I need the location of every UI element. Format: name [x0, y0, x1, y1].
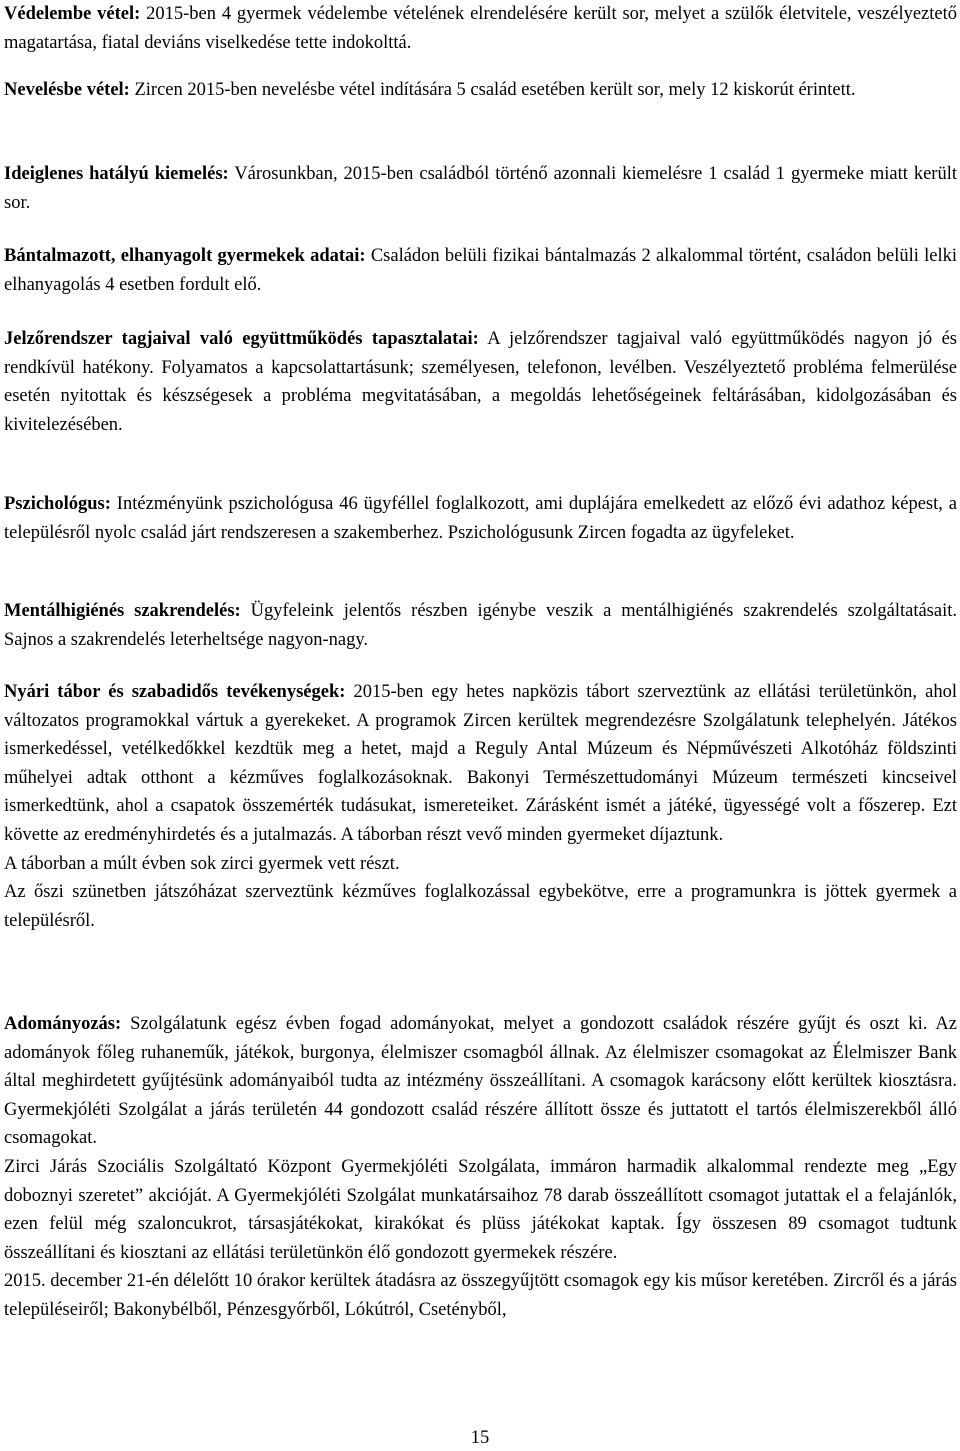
text-nevelesbe: Zircen 2015-ben nevelésbe vétel indítására 5 család esetében került sor, mely 12 kiskorút érintett. [129, 80, 856, 100]
heading-mentalhigienes: Mentálhigiénés szakrendelés: [4, 601, 241, 621]
heading-adomanyozas: Adományozás: [4, 1014, 122, 1034]
heading-ideiglenes: Ideiglenes hatályú kiemelés: [4, 164, 229, 184]
heading-bantalmazott: Bántalmazott, elhanyagolt gyermekek adatai: [4, 246, 366, 266]
paragraph-pszichologus [4, 490, 957, 547]
heading-vedelembe: Védelembe vétel: [4, 4, 141, 24]
text-ideiglenes: Városunkban, 2015-ben családból történő azonnali kiemelésre 1 család 1 gyermeke miatt került sor. [4, 164, 957, 213]
text-adomanyozas-extra-1: Zirci Járás Szociális Szolgáltató Központ Gyermekjóléti Szolgálata, immáron harmadik alkalommal rendezte meg „Egy doboznyi szeretet” akcióját. A Gyermekjóléti Szolgálat munkatársaihoz 78 darab összeállított csomagot jutattak el a felajánlók, ezen felül még szaloncukrot, társasjátékokat, kirakókat és plüss játékokat kaptak. Így összesen 89 csomagot tudtunk összeállítani és kiosztani az ellátási területünkön élő gondozott gyermekek részére. [4, 1156, 957, 1263]
text-mentalhigienes: Ügyfeleink jelentős részben igénybe veszik a mentálhigiénés szakrendelés szolgáltatásait. Sajnos a szakrendelés leterheltsége nagyon-nagy. [4, 601, 957, 650]
paragraph-ideiglenes [4, 160, 957, 217]
page-number: 15 [470, 1428, 490, 1448]
heading-nevelesbe: Nevelésbe vétel: [4, 80, 130, 100]
paragraph-nyari-tabor [4, 678, 957, 935]
text-nyari-tabor: 2015-ben egy hetes napközis tábort szerveztünk az ellátási területünkön, ahol változatos programokkal vártuk a gyerekeket. A programok Zircen kerültek megrendezésre Szolgálatunk telephelyén. Játékos ismerkedéssel, vetélkedőkkel kezdtük meg a hetet, majd a Reguly Antal Múzeum és Népművészeti Alkotóház földszinti műhelyei adtak otthont a kézműves foglalkozásoknak. Bakonyi Természettudományi Múzeum természeti kincseivel ismerkedtünk, ahol a csapatok összemérték tudásukat, ismereteiket. Zárásként ismét a játéké, ügyességé volt a főszerep. Ezt követte az eredményhirdetés és a jutalmazás. A táborban részt vevő minden gyermeket díjaztunk. [4, 682, 957, 845]
text-vedelembe: 2015-ben 4 gyermek védelembe vételének elrendelésére került sor, melyet a szülők életvitele, veszélyeztető magatartása, fiatal deviáns viselkedése tette indokolttá. [4, 4, 958, 53]
text-pszichologus: Intézményünk pszichológusa 46 ügyféllel foglalkozott, ami duplájára emelkedett az előző évi adathoz képest, a településről nyolc család járt rendszeresen a szakemberhez. Pszichológusunk Zircen fogadta az ügyfeleket. [4, 494, 957, 543]
text-adomanyozas: Szolgálatunk egész évben fogad adományokat, melyet a gondozott családok részére gyűjt és oszt ki. Az adományok főleg ruhaneműk, játékok, burgonya, élelmiszer csomagból állnak. Az élelmiszer csomagokat az Élelmiszer Bank által meghirdetett gyűjtésünk adományaiból tudta az intézmény összeállítani. A csomagok karácsony előtt kerültek kiosztásra. Gyermekjóléti Szolgálat a járás területén 44 gondozott család részére állított össze és juttatott el tartós élelmiszerekből álló csomagokat. [4, 1014, 957, 1149]
text-nyari-tabor-extra-1: A táborban a múlt évben sok zirci gyermek vett részt. [4, 853, 400, 874]
text-bantalmazott: Családon belüli fizikai bántalmazás 2 alkalommal történt, családon belüli lelki elhanyagolás 4 esetben fordult elő. [4, 246, 957, 295]
paragraph-bantalmazott [4, 242, 957, 299]
paragraph-nevelesbe [4, 76, 957, 105]
heading-jelzorendszer: Jelzőrendszer tagjaival való együttműködés tapasztalatai: [4, 329, 479, 349]
heading-pszichologus: Pszichológus: [4, 494, 111, 514]
paragraph-adomanyozas [4, 1010, 957, 1325]
text-nyari-tabor-extra-2: Az őszi szünetben játszóházat szerveztünk kézműves foglalkozással egybekötve, erre a programunkra is jöttek gyermek a településről. [4, 882, 957, 931]
text-jelzorendszer: A jelzőrendszer tagjaival való együttműködés nagyon jó és rendkívül hatékony. Folyamatos a kapcsolattartásunk; személyesen, telefonon, levélben. Veszélyeztető probléma felmerülése esetén nyitottak és készségesek a probléma megvitatásában, a megoldás lehetőségeinek feltárásában, kidolgozásában és kivitelezésében. [4, 329, 957, 435]
text-adomanyozas-extra-2: 2015. december 21-én délelőtt 10 órakor kerültek átadásra az összegyűjtött csomagok egy kis műsor keretében. Zircről és a járás településeiről; Bakonybélből, Pénzesgyőrből, Lókútról, Csetényből, [4, 1271, 957, 1320]
paragraph-mentalhigienes [4, 597, 957, 654]
heading-nyari-tabor: Nyári tábor és szabadidős tevékenységek: [4, 682, 346, 702]
paragraph-jelzorendszer [4, 325, 957, 439]
paragraph-vedelembe [4, 0, 957, 57]
